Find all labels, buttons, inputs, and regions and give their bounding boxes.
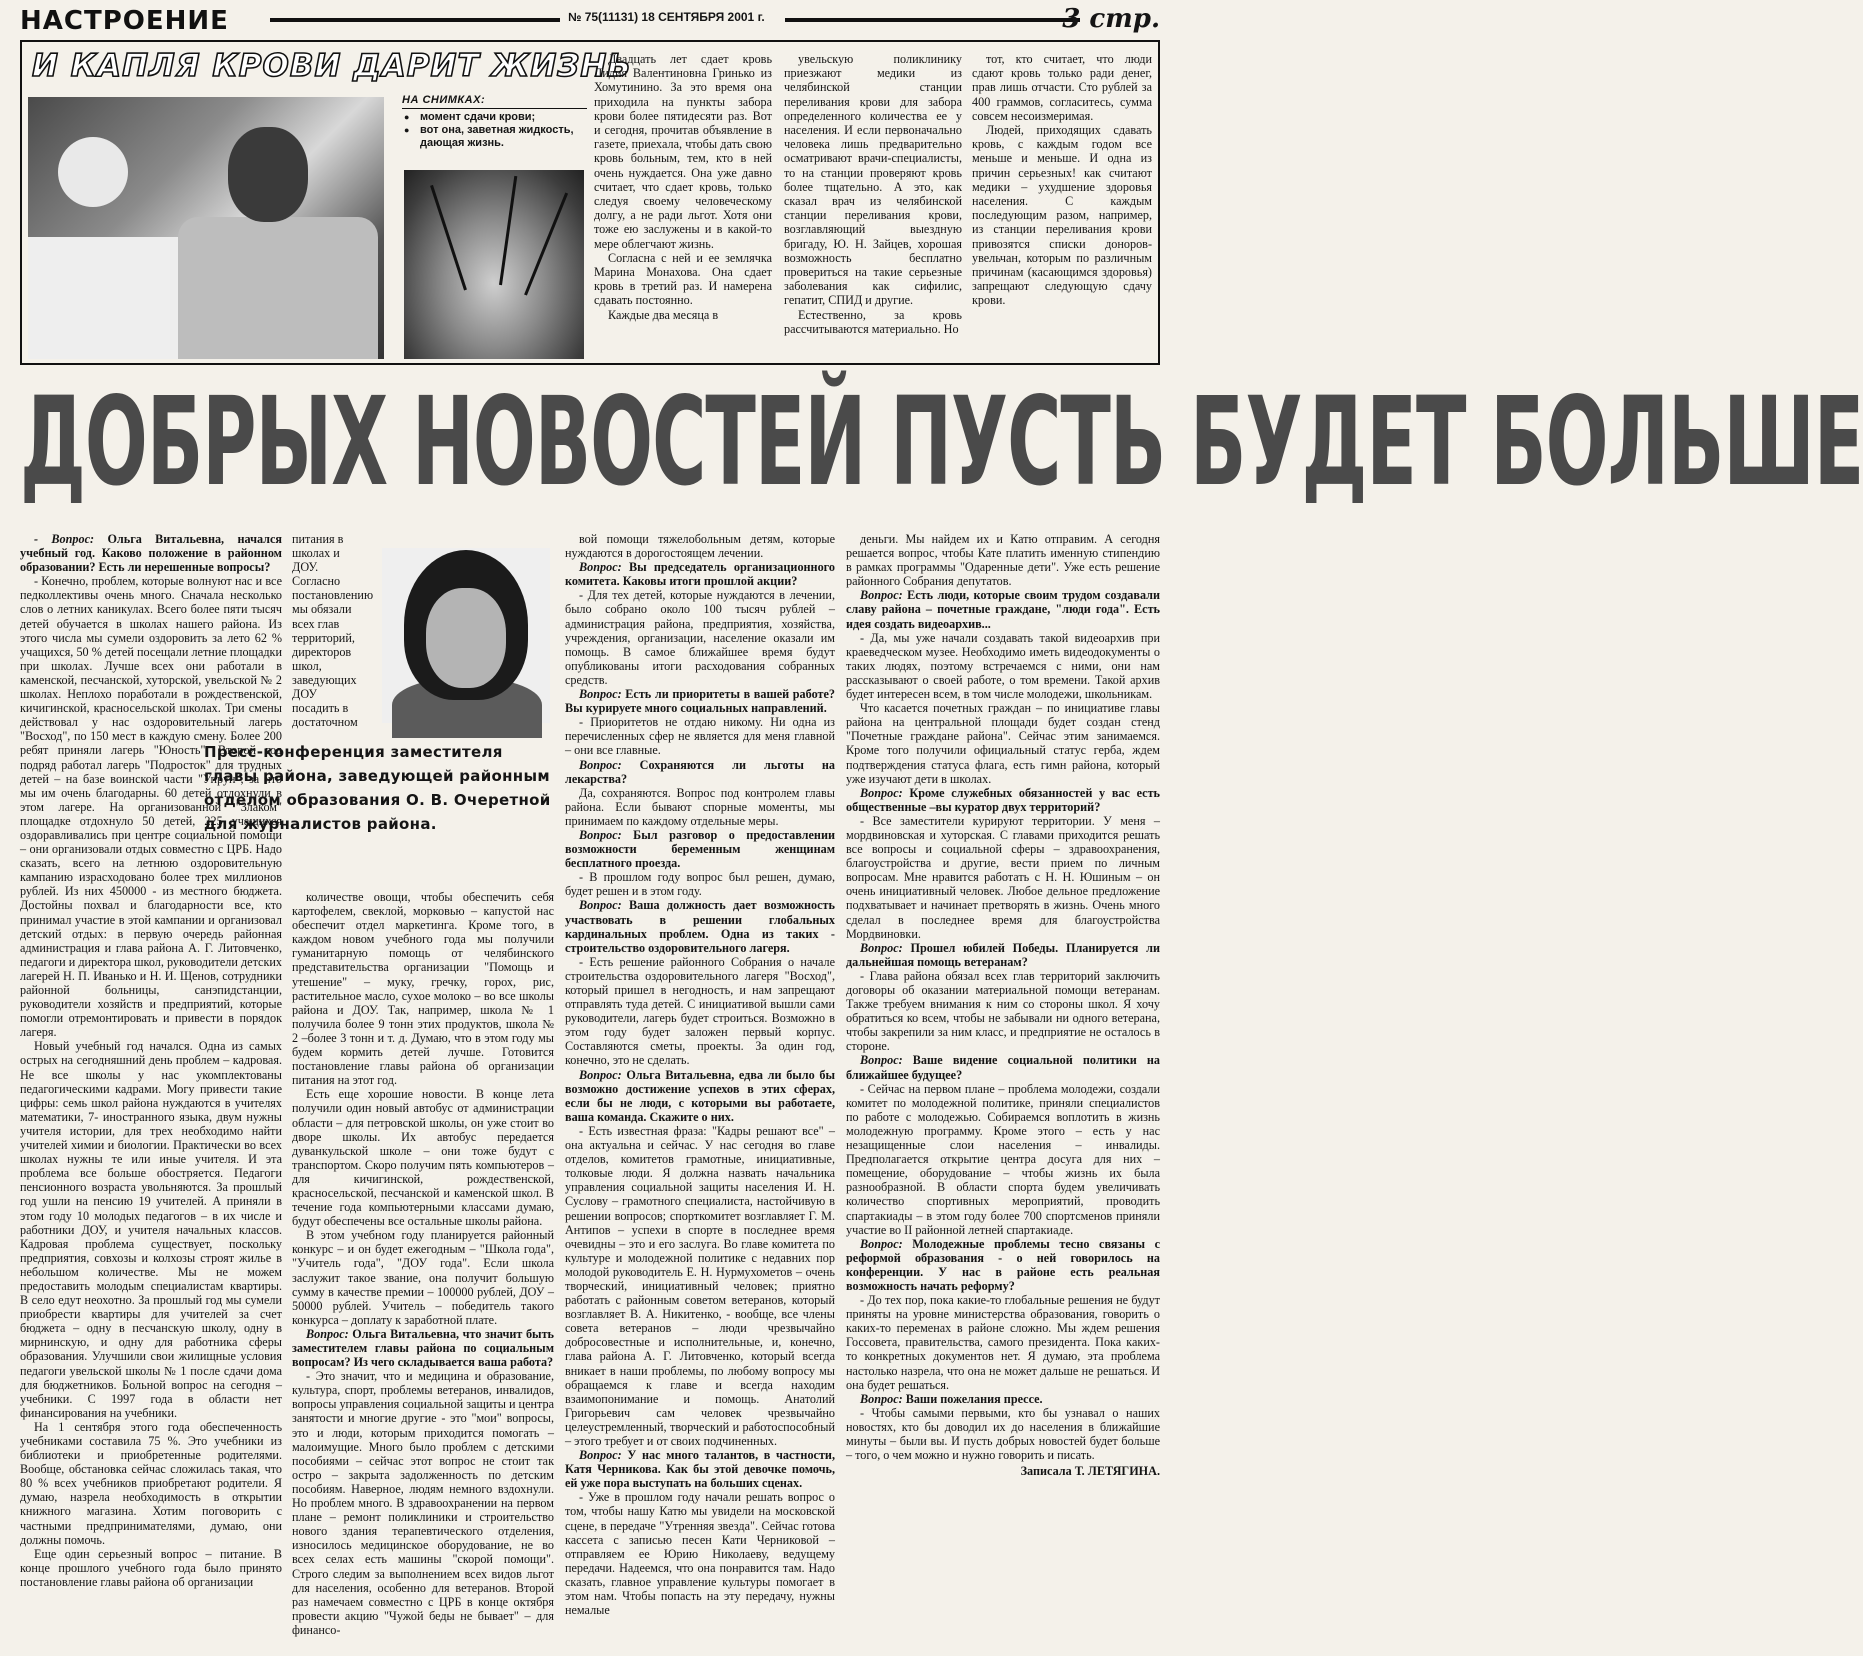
question-text: Был разговор о предоставлении возможности беременным женщинам бесплатного проезда.	[565, 827, 835, 871]
caption-item: ● вот она, заветная жидкость, дающая жизнь.	[402, 124, 587, 150]
question-label: - Вопрос:	[34, 532, 95, 546]
question-label: Вопрос:	[579, 827, 622, 842]
interview-answer: - Это значит, что и медицина и образование, культура, спорт, проблемы ветеранов, инвалидов, вопросы управления социальной защиты и центра занятости и многие другие - это "мои" вопросы, это и люди, которым приходится помогать – малоимущие. Много было проблем с детскими пособиями – сейчас этот вопрос не стоит так остро – закрыта задолженность по детским пособиям. Наверное, людям немного вздохнули. Но проблем много. В здравоохранении на первом плане – ремонт поликлиники и строительство нового здания терапевтического отделения, износилось медицинское оборудование, не во всех селах есть машины "скорой помощи". Строго следим за выполнением всех видов льгот для населения, особенно для ветеранов. Второй раз намечаем совместно с ЦРБ в конце октября провести акцию "Чужой беды не бывает" – для финансо-	[292, 1369, 554, 1637]
question-text: Ольга Витальевна, начался учебный год. Каково положение в районном образовании? Есть ли нерешенные вопросы?	[20, 532, 283, 575]
photo-caption	[402, 94, 587, 150]
interview-question	[20, 532, 282, 574]
question-text: Есть ли приоритеты в вашей работе? Вы курируете много социальных направлений.	[565, 687, 836, 716]
interview-question	[565, 758, 835, 786]
interview-question	[846, 1237, 1160, 1293]
interview-question	[565, 898, 835, 954]
question-text: Ваше видение социальной политики на ближайшее будущее?	[846, 1053, 1160, 1082]
top-story-title: И КАПЛЯ КРОВИ ДАРИТ ЖИЗНЬ	[32, 48, 632, 84]
question-text: Вы председатель организационного комитета. Каковы итоги прошлой акции?	[565, 560, 835, 589]
question-label: Вопрос:	[860, 940, 903, 955]
interview-answer: - Уже в прошлом году начали решать вопрос о том, чтобы нашу Катю мы увидели на московской сцене, в передаче "Утренняя звезда". Сейчас готова кассета с записью песен Кати Черниковой – отправляем ее Юрию Николаеву, ведущему передачи. Надеемся, что она понравится там. Надо сказать, главное управление культуры помогает в этом нам. Чтобы попасть на эту передачу, нужны немалые	[565, 1490, 835, 1618]
interview-answer: Есть еще хорошие новости. В конце лета получили один новый автобус от администрации области – для петровской школы, он уже стоит во дворе школы. Их автобус передается дуванкульской школе – они тоже будут с транспортом. Скоро получим пять компьютеров – для кичигинской, рождественской, красносельской, песчанской и каменской школ. В течение года компьютерными классами думаю, будут обеспечены все остальные школы района.	[292, 1087, 554, 1229]
paragraph: питания в школах и ДОУ. Согласно постановлению мы обязали всех глав территорий, директоров школ, заведующих ДОУ посадить в достаточном	[292, 532, 374, 730]
blood-donation-photo	[28, 97, 384, 359]
question-text: Ольга Витальевна, едва ли было бы возможно достижение успехов в этих сферах, если бы не люди, с которыми вы работаете, ваша команда. Скажите о них.	[565, 1067, 835, 1124]
caption-item: ● момент сдачи крови;	[402, 111, 587, 124]
interview-answer: - Есть решение районного Собрания о начале строительства оздоровительного лагеря "Восход", который пришел в негодность, и нам запрещают отправлять туда детей. С инициативой вышли сами руководители, лагерь будет строиться. Возможно в этом году будет заложен первый корпус. Составляются сметы, проекты. За один год, конечно, это не сделать.	[565, 954, 835, 1068]
question-text: Есть люди, которые своим трудом создавали славу района – почетные граждане, "люди года". Есть идея создать видеоархив...	[846, 588, 1161, 631]
interview-answer: - Чтобы самыми первыми, кто бы узнавал о наших новостях, кто бы доводил их до населения в ближайшие минуты – были вы. И пусть добрых новостей будет больше – того, о чем можно и нужно говорить и писать.	[846, 1405, 1160, 1463]
top-story-column	[972, 52, 1152, 308]
caption-heading: НА СНИМКАХ:	[402, 94, 587, 109]
interview-answer: деньги. Мы найдем их и Катю отправим. А сегодня решается вопрос, чтобы Кате платить именную стипендию в рамках программы "Одаренные дети". Уже есть решение районного Собрания депутатов.	[846, 532, 1160, 589]
interview-answer: - Приоритетов не отдаю никому. Ни одна из перечисленных сфер не является для меня главной – они все главные.	[565, 715, 835, 758]
question-label: Вопрос:	[579, 687, 622, 702]
interview-question	[846, 941, 1160, 969]
interview-answer: Что касается почетных граждан – по инициативе главы района на центральной площади будет создан стенд "Почетные граждане района". Сейчас этим занимаемся. Кроме того получили официальный статус герба, ждем подтверждения статуса флага, есть гимн района, который уже изучают дети в школах.	[846, 701, 1160, 786]
interview-column-1	[20, 532, 282, 1647]
paragraph: Двадцать лет сдает кровь Лидия Валентиновна Гринько из Хомутинино. За это время она приходила на пункты забора крови более пятидесяти раз. Вот и сегодня, прочитав объявление в газете, приехала, чтобы дать свою кровь больным, тем, кто в ней очень нуждается. Она уже давно считает, что сдает кровь, только следуя своему человеческому долгу, а не ради льгот. Хотя они тоже ею заслужены и в какой-то мере облегчают жизнь.	[594, 52, 772, 251]
question-label: Вопрос:	[860, 1236, 903, 1251]
interview-answer: - Глава района обязал всех глав территорий заключить договоры об оказании материальной помощи ветеранам. Также требуем внимания к ним со стороны школ. Я хочу обратиться ко всем, чтобы не забывали ни одного ветерана, чтобы закрепили за ним класс, и предприятие не осталось в стороне.	[846, 968, 1160, 1054]
interview-column-2	[292, 890, 554, 1647]
question-label: Вопрос:	[579, 560, 622, 575]
interview-answer: количестве овощи, чтобы обеспечить себя картофелем, свеклой, морковью – капустой нас обеспечит отдел маркетинга. Кроме того, в каждом новом учебного года мы получили гуманитарную помощь от челябинского представительства организации "Помощь и утешение" – муку, гречку, горох, рис, растительное масло, сухое молоко – во все школы района и ДОУ. Так, например, школа № 1 получила более 9 тонн этих продуктов, школа № 2 –более 3 тонн и т. д. Думаю, что в этом году мы будем кормить детей лучше. Готовится постановление главы района об организации питания на этот год.	[292, 890, 554, 1088]
question-label: Вопрос:	[860, 785, 903, 800]
interview-side-column	[292, 532, 374, 730]
interview-question	[846, 786, 1160, 814]
interview-column-4	[846, 532, 1160, 1647]
interview-answer: - Сейчас на первом плане – проблема молодежи, создали комитет по молодежной политике, приняли специалистов по работе с молодежью. Собираемся воплотить в жизнь молодежную программу. Кроме этого – есть у нас незащищенные слои населения – инвалиды. Предполагается открытие центра досуга для них – помещение, оборудование – чтобы жизнь их была разнообразной. В области спорта будем увеличивать количество спортивных мероприятий, проводить спартакиады – в этом году более 700 спортсменов приняли участие во II районной летней спартакиаде.	[846, 1081, 1160, 1237]
portrait-photo	[382, 548, 550, 723]
interview-question	[565, 828, 835, 870]
masthead-rule	[785, 18, 1080, 22]
interview-answer: - Есть известная фраза: "Кадры решают все" – она актуальна и сейчас. У нас сегодня во главе отделов, комитетов грамотные, инициативные, толковые люди. Я должна назвать начальника управления социальной защиты населения И. Н. Суслову – грамотного специалиста, настойчивую в решении вопросов; спорткомитет возглавляет Г. М. Антипов – успехи в спорте в последнее время очевидны – это и его заслуга. Во главе комитета по культуре и молодежной политике с недавних пор молодой руководитель Е. Н. Нурмухометов – очень творческий, инициативный человек; приятно работать с районным советом ветеранов, который возглавляет В. А. Никитенко, - вообще, все члены совета ветеранов – люди чрезвычайно добросовестные и исполнительные, и, конечно, глава района А. Г. Литовченко, который всегда вникает в наши проблемы, по любому вопросу мы обращаемся к главе и всегда находим взаимопонимание и помощь. Анатолий Григорьевич сам человек чрезвычайно целеустремленный, творческий и работоспособный – этого требует и от своих подчиненных.	[565, 1123, 835, 1448]
question-label: Вопрос:	[860, 588, 903, 603]
interview-answer: - Конечно, проблем, которые волнуют нас и все педколлективы очень много. Сначала несколько слов о летних каникулах. Всего более пяти тысяч детей обучается в школах нашего района. Из этого числа мы сумели оздоровить за лето 62 % учащихся, 50 % детей посещали летние площадки при школах. Лучше всех они работали в каменской, песчанской, хуторской, увельской № 2 школах. Неплохо поработали в рождественской, кичигинской, красносельской школах. Три смены действовал у нас оздоровительный лагерь "Восход", по 150 мест в каждую смену. Более 200 ребят приняли лагерь "Юность". Второй год подряд работал лагерь "Подросток" для трудных детей – на базе воинской части "Упрун", за что мы им очень благодарны. 60 детей отдохнули в этом лагере. На организованной "Злаком" площадке отдохнуло 50 детей, 225 учащихся оздоравливались при центре социальной помощи – они организовали отдых совместно с ЦРБ. Надо сказать, всего на летнюю оздоровительную кампанию израсходовано более трех миллионов рублей. Из них 450000 - из местного бюджета. Достойны похвал и благодарности все, кто принимал участие в этой кампании и организовал детский отдых: в первую очередь районная администрация и глава района А. Г. Литовченко, педагоги и директора школ, руководители детских лагерей Н. П. Иванько и Н. И. Щенов, сотрудники районной больницы, санэпидстанции, руководители хозяйств и предприятий, которые помогли отремонтировать и привести в порядок лагеря.	[20, 574, 282, 1040]
question-text: Ваши пожелания прессе.	[905, 1391, 1043, 1406]
interview-column-3	[565, 532, 835, 1647]
issue-info: № 75(11131) 18 СЕНТЯБРЯ 2001 г.	[568, 10, 765, 24]
interview-answer: вой помощи тяжелобольным детям, которые нуждаются в дорогостоящем лечении.	[565, 532, 835, 561]
interview-answer: - В прошлом году вопрос был решен, думаю, будет решен и в этом году.	[565, 870, 835, 899]
question-text: Кроме служебных обязанностей у вас есть общественные –вы куратор двух территорий?	[846, 785, 1161, 814]
question-label: Вопрос:	[579, 757, 622, 772]
paragraph: Каждые два месяца в	[608, 307, 719, 322]
page-number: 3 стр.	[1062, 4, 1160, 34]
interview-question	[565, 560, 835, 588]
masthead-rule	[270, 18, 560, 22]
interview-answer: На 1 сентября этого года обеспеченность учебниками составила 75 %. Это учебники из библиотеки и приобретенные родителями. Вообще, обстановка сейчас сложилась такая, что 80 % всех учебников приобретают родители. Я думаю, назрела необходимость в открытии книжного магазина. Хотим поговорить с частными предпринимателями, думаю, они должны помочь.	[20, 1419, 282, 1547]
question-text: Сохраняются ли льготы на лекарства?	[565, 757, 836, 786]
interview-question	[846, 1053, 1160, 1081]
interview-answer: Да, сохраняются. Вопрос под контролем главы района. Если бывают спорные моменты, мы принимаем по каждому отдельные меры.	[565, 785, 835, 828]
top-story-box	[20, 40, 1160, 365]
headline-text: ДОБРЫХ НОВОСТЕЙ ПУСТЬ БУДЕТ БОЛЬШЕ	[20, 372, 1863, 514]
top-story-column	[594, 52, 772, 322]
question-text: У нас много талантов, в частности, Катя Черникова. Как бы этой девочке помочь, ей уже пора выступать на больших сценах.	[565, 1448, 836, 1491]
interview-question	[565, 687, 835, 715]
press-conference-title: Пресс-конференция заместителя главы района, заведующей районным отделом образования О. В. Очеретной для журналистов района.	[204, 743, 551, 833]
interview-answer: - Все заместители курируют территории. У меня – мордвиновская и хуторская. С главами приходится решать все вопросы и социальной сферы – здравоохранения, благоустройства и другие, вести прием по личным вопросам. Мне нравится работать с Н. Н. Юшиным – он очень инициативный человек. Любое дельное предложение подхватывает и начинает претворять в жизнь. Очень много сделал в последнее время для благоустройства Мордвиновки.	[846, 813, 1160, 941]
interview-question	[292, 1327, 554, 1369]
question-text: Прошел юбилей Победы. Планируется ли дальнейшая помощь ветеранам?	[846, 940, 1160, 969]
paragraph: Людей, приходящих сдавать кровь, с каждым годом все меньше и меньше. И одна из причин серьезных! как считают медики – ухудшение здоровья населения. С каждым последующим разом, например, из станции переливания крови привозятся списки доноров-увельчан, которым по различным причинам (касающимся здоровья) запрещают следующую сдачу крови.	[972, 123, 1152, 308]
masthead	[20, 6, 1160, 34]
question-text: Ваша должность дает возможность участвовать в решении глобальных кардинальных проблем. Одна из таких - строительство оздоровительного лагеря.	[565, 898, 835, 955]
blood-bags-photo	[404, 170, 584, 359]
paragraph: Естественно, за кровь рассчитываются материально. Но	[784, 307, 962, 336]
paragraph: Согласна с ней и ее землячка Марина Монахова. Она сдает кровь в третий раз. И намерена сдавать постоянно.	[594, 250, 772, 308]
top-story-column	[784, 52, 962, 336]
interview-question	[565, 1448, 835, 1490]
question-label: Вопрос:	[579, 1067, 622, 1082]
interview-question	[846, 1392, 1160, 1406]
interview-question	[565, 1068, 835, 1124]
question-label: Вопрос:	[860, 1053, 903, 1068]
interview-answer: - Для тех детей, которые нуждаются в лечении, было собрано около 100 тысяч рублей – администрация района, предприятия, хозяйства, учреждения, организации, население оказали им помощь. В самое ближайшее время будут опубликованы итоги расходования собранных средств.	[565, 588, 835, 687]
question-label: Вопрос:	[579, 1448, 622, 1463]
paragraph: тот, кто считает, что люди сдают кровь только ради денег, прав лишь отчасти. Сто рублей за 400 граммов, согласитесь, сумма совсем несоизмеримая.	[972, 52, 1152, 123]
section-title: НАСТРОЕНИЕ	[20, 6, 229, 36]
main-headline	[20, 372, 1863, 514]
interview-question	[846, 588, 1160, 630]
question-text: Молодежные проблемы тесно связаны с реформой образования - о ней говорилось на конференции. У нас в районе есть реальная возможность начать реформу?	[846, 1236, 1160, 1293]
question-text: Ольга Витальевна, что значит быть заместителем главы района по социальным вопросам? Из чего складывается ваша работа?	[292, 1326, 554, 1370]
interview-answer: - До тех пор, пока какие-то глобальные решения не будут приняты на уровне министерства образования, говорить о каких-то переменах в районе сложно. Мы ждем решения Госсовета, правительства, самого президента. Пока каких-то конкретных документов нет. Я думаю, эта проблема настолько назрела, что она не может дальше не решаться. И она будет решаться.	[846, 1293, 1160, 1392]
author-signature: Записала Т. ЛЕТЯГИНА.	[1020, 1464, 1160, 1479]
interview-answer: - Да, мы уже начали создавать такой видеоархив при краеведческом музее. Необходимо иметь видеодокументы о таких людях, поэтому встречаемся с ними, они нам рассказывают о своей работе, о том времени. Такой архив будет интересен всем, в том числе молодежи, школьникам.	[846, 630, 1160, 702]
paragraph: увельскую поликлинику приезжают медики из челябинской станции переливания крови для забора определенного количества ее у населения. И если первоначально человека лишь предварительно осматривают врачи-специалисты, то на станции проверяют кровь более тщательно. А это, как сказал врач из челябинской станции переливания крови, возглавляющий выездную бригаду, Ю. Н. Зайцев, хорошая возможность бесплатно провериться на такие серьезные заболевания как сифилис, гепатит, СПИД и другие.	[784, 52, 962, 308]
interview-answer: Еще один серьезный вопрос – питание. В конце прошлого учебного года было принято постановление главы района об организации	[20, 1546, 282, 1589]
interview-answer: Новый учебный год начался. Одна из самых острых на сегодняшний день проблем – кадровая. Не все школы у нас укомплектованы педагогическими кадрами. Могу привести такие цифры: семь школ района нуждаются в учителях математики, 7- иностранного языка, двум нужны учителя истории, для трех необходимо найти учителей химии и биологии. Практически во всех школах нужны те или иные учителя. И эта проблема все больше обостряется. Педагоги пенсионного возраста увольняются. За прошлый год ушли на пенсию 19 учителей. А приняли в этом году 10 молодых педагогов – в их числе и работники ДОУ, и учителя начальных классов. Кадровая проблема существует, поскольку предприятия, совхозы и колхозы строят жилье в небольшом количестве. Мы не можем предоставить молодым специалистам квартиры. В село едут неохотно. За прошлый год мы сумели приобрести квартиры для учителей за счет бюджета – одну в песчанскую школу, одну в мирнинскую, и одну для работника сферы образования. Улучшили свои жилищные условия педагоги увельской школы № 1 после сдачи дома для бюджетников. Больной вопрос на сегодня – учебники. С 1997 года в области нет финансирования на учебники.	[20, 1039, 282, 1420]
question-label: Вопрос:	[860, 1391, 903, 1406]
interview-answer: В этом учебном году планируется районный конкурс – и он будет ежегодным – "Школа года", "Учитель года", "ДОУ года". Если школа заслужит такое звание, она получит большую сумму в качестве премии – 100000 рублей, ДОУ – 50000 рублей. Учитель – победитель такого конкурса – доплату к заработной плате.	[292, 1228, 554, 1327]
question-label: Вопрос:	[306, 1326, 349, 1341]
question-label: Вопрос:	[579, 898, 622, 913]
